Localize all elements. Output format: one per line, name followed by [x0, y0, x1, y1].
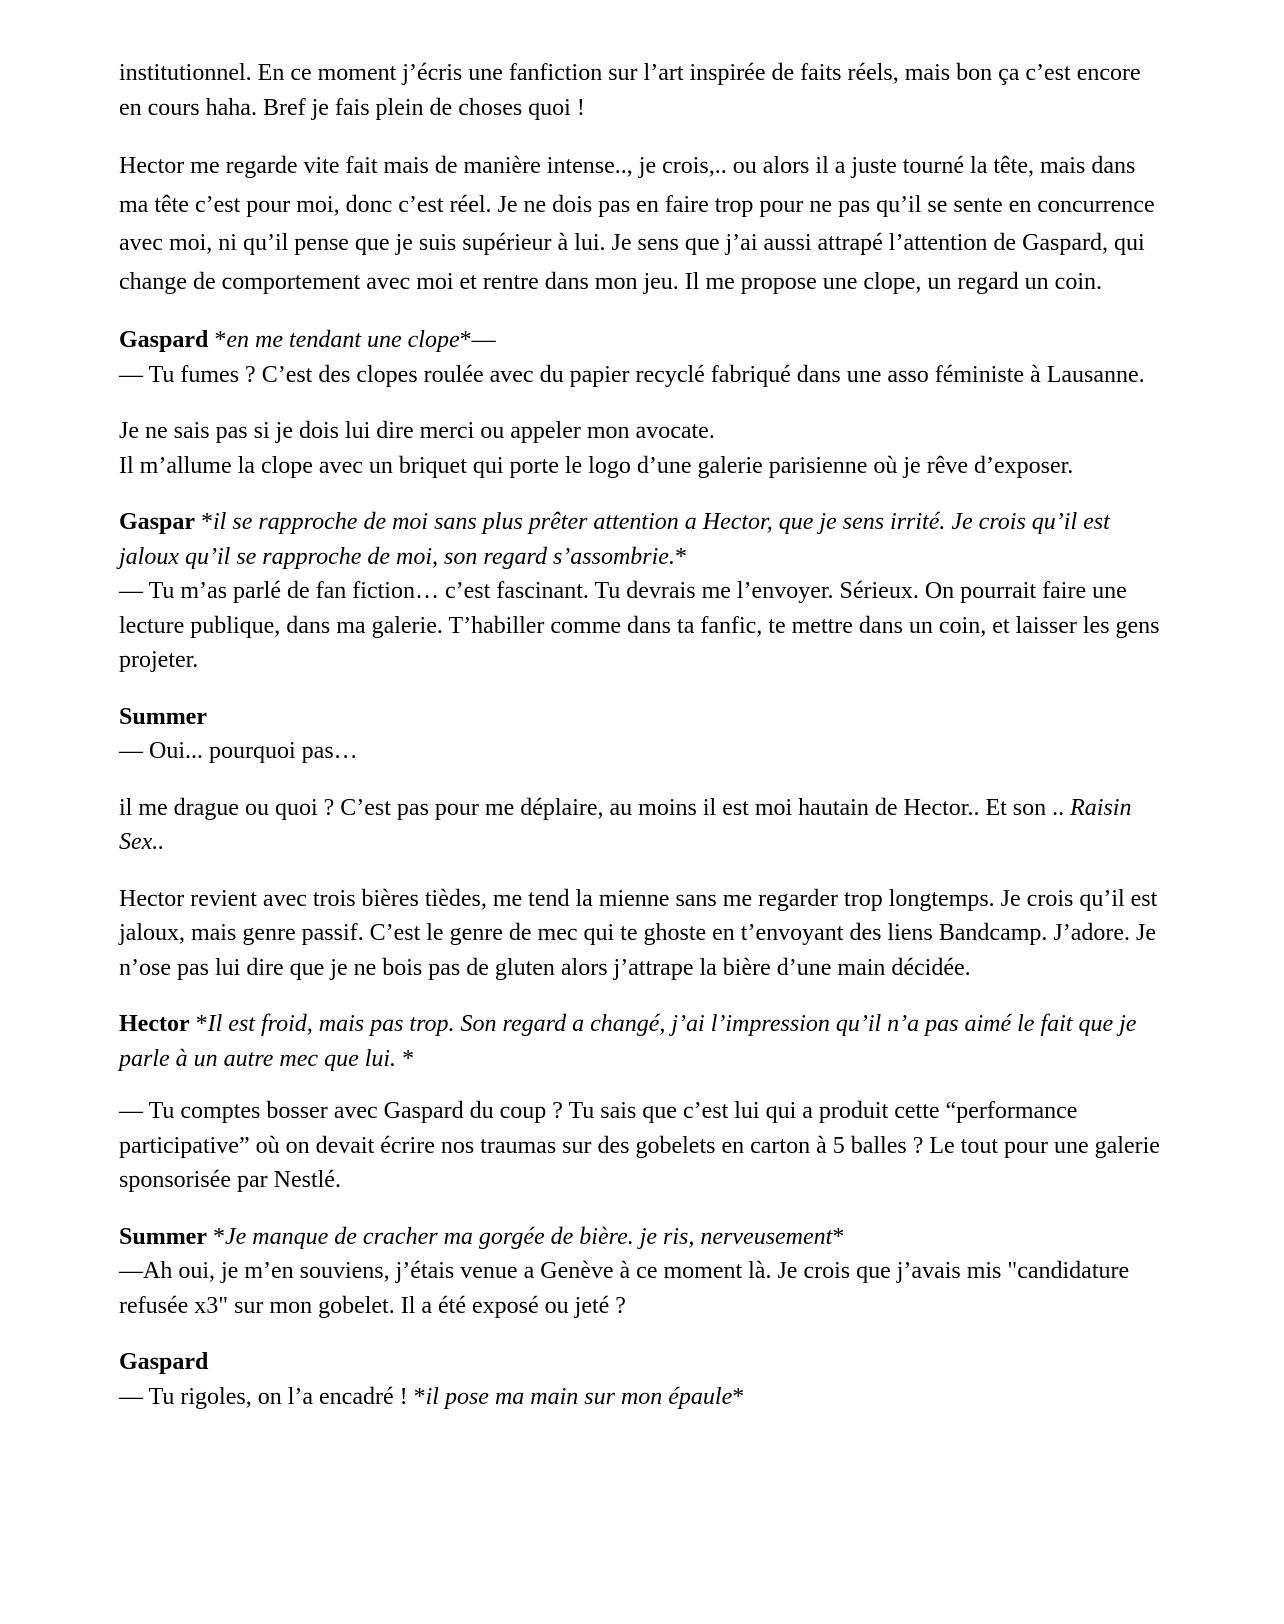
dialogue-gaspard-header: Gaspard *en me tendant une clope*— — [119, 327, 496, 353]
paragraph-briquet: Il m’allume la clope avec un briquet qui porte le logo d’une galerie parisienne où je rêve d’exposer. — [119, 452, 1074, 479]
dialogue-summer-header — [119, 700, 1169, 735]
dialogue-gaspard-header-2 — [119, 1345, 1169, 1380]
paragraph-intro: institutionnel. En ce moment j’écris une fanfiction sur l’art inspirée de faits réels, mais bon ça c’est encore en cours haha. Bref je fais plein de choses quoi ! — [119, 60, 1141, 121]
speaker-name: Gaspard — [119, 1349, 209, 1375]
speaker-name: Gaspard — [119, 327, 209, 353]
paragraph-drague: il me drague ou quoi ? C’est pas pour me déplaire, au moins il est moi hautain de Hector.. Et son .. Raisin Sex.. — [119, 794, 1132, 855]
dialogue-summer-header-2: Summer *Je manque de cracher ma gorgée de bière. je ris, nerveusement* — [119, 1223, 845, 1250]
dialogue-line: — Oui... pourquoi pas… — [119, 738, 358, 764]
speaker-name: Hector — [119, 1011, 190, 1037]
speaker-name: Summer — [119, 703, 207, 730]
dialogue-line: — Tu comptes bosser avec Gaspard du coup ? Tu sais que c’est lui qui a produit cette “performance participative” où on devait écrire nos traumas sur des gobelets en carton à 5 balles ? Le tout pour une galerie sponsorisée par Nestlé. — [119, 1098, 1160, 1193]
dialogue-line: —Ah oui, je m’en souviens, j’étais venue a Genève à ce moment là. Je crois que j’avais mis "candidature refusée x3" sur mon gobelet. Il a été exposé ou jeté ? — [119, 1258, 1130, 1319]
dialogue-line: — Tu m’as parlé de fan fiction… c’est fascinant. Tu devrais me l’envoyer. Sérieux. On pourrait faire une lecture publique, dans ma galerie. T’habiller comme dans ta fanfic, te mettre dans un coin, et laisser les gens projeter. — [119, 578, 1160, 673]
paragraph-bieres: Hector revient avec trois bières tièdes, me tend la mienne sans me regarder trop longtemps. Je crois qu’il est jaloux, mais genre passif. C’est le genre de mec qui te ghoste en t’envoyant des liens Bandcamp. J’adore. Je n’ose pas lui dire que je ne bois pas de gluten alors j’attrape la bière d’une main décidée. — [119, 885, 1158, 981]
speaker-name: Summer — [119, 1223, 207, 1250]
stage-direction: il se rapproche de moi sans plus prêter attention a Hector, que je sens irrité. Je crois qu’il est jaloux qu’il se rapproche de moi, son regard s’assombrie. — [119, 509, 1110, 570]
dialogue-line: — Tu fumes ? C’est des clopes roulée avec du papier recyclé fabriqué dans une asso féministe à Lausanne. — [119, 361, 1145, 388]
dialogue-hector-header: Hector *Il est froid, mais pas trop. Son regard a changé, j’ai l’impression qu’il n’a pas aimé le fait que je parle à un autre mec que lui. * — [119, 1011, 1137, 1072]
dialogue-line: — Tu rigoles, on l’a encadré ! *il pose ma main sur mon épaule* — [119, 1383, 745, 1410]
dialogue-gaspar-header: Gaspar *il se rapproche de moi sans plus prêter attention a Hector, que je sens irrité. Je crois qu’il est jaloux qu’il se rapproche de moi, son regard s’assombrie.* — [119, 509, 1110, 570]
paragraph-hector-look: Hector me regarde vite fait mais de manière intense.., je crois,.. ou alors il a juste tourné la tête, mais dans ma tête c’est pour moi, donc c’est réel. Je ne dois pas en faire trop pour ne pas qu’il se sente en concurrence avec moi, ni qu’il pense que je suis supérieur à lui. Je sens que j’ai aussi attrapé l’attention de Gaspard, qui change de comportement avec moi et rentre dans mon jeu. Il me propose une clope, un regard un coin. — [119, 153, 1155, 295]
emphasis: Raisin Sex.. — [119, 794, 1132, 855]
stage-direction: en me tendant une clope — [226, 327, 460, 353]
stage-direction: il pose ma main sur mon épaule — [425, 1383, 733, 1410]
document-page — [119, 56, 1169, 1414]
speaker-name: Gaspar — [119, 509, 196, 535]
stage-direction: Il est froid, mais pas trop. Son regard a changé, j’ai l’impression qu’il n’a pas aimé le fait que je parle à un autre mec que lui. — [119, 1011, 1137, 1072]
paragraph-avocate: Je ne sais pas si je dois lui dire merci ou appeler mon avocate. — [119, 418, 715, 444]
stage-direction: Je manque de cracher ma gorgée de bière. je ris, nerveusement — [224, 1223, 833, 1250]
